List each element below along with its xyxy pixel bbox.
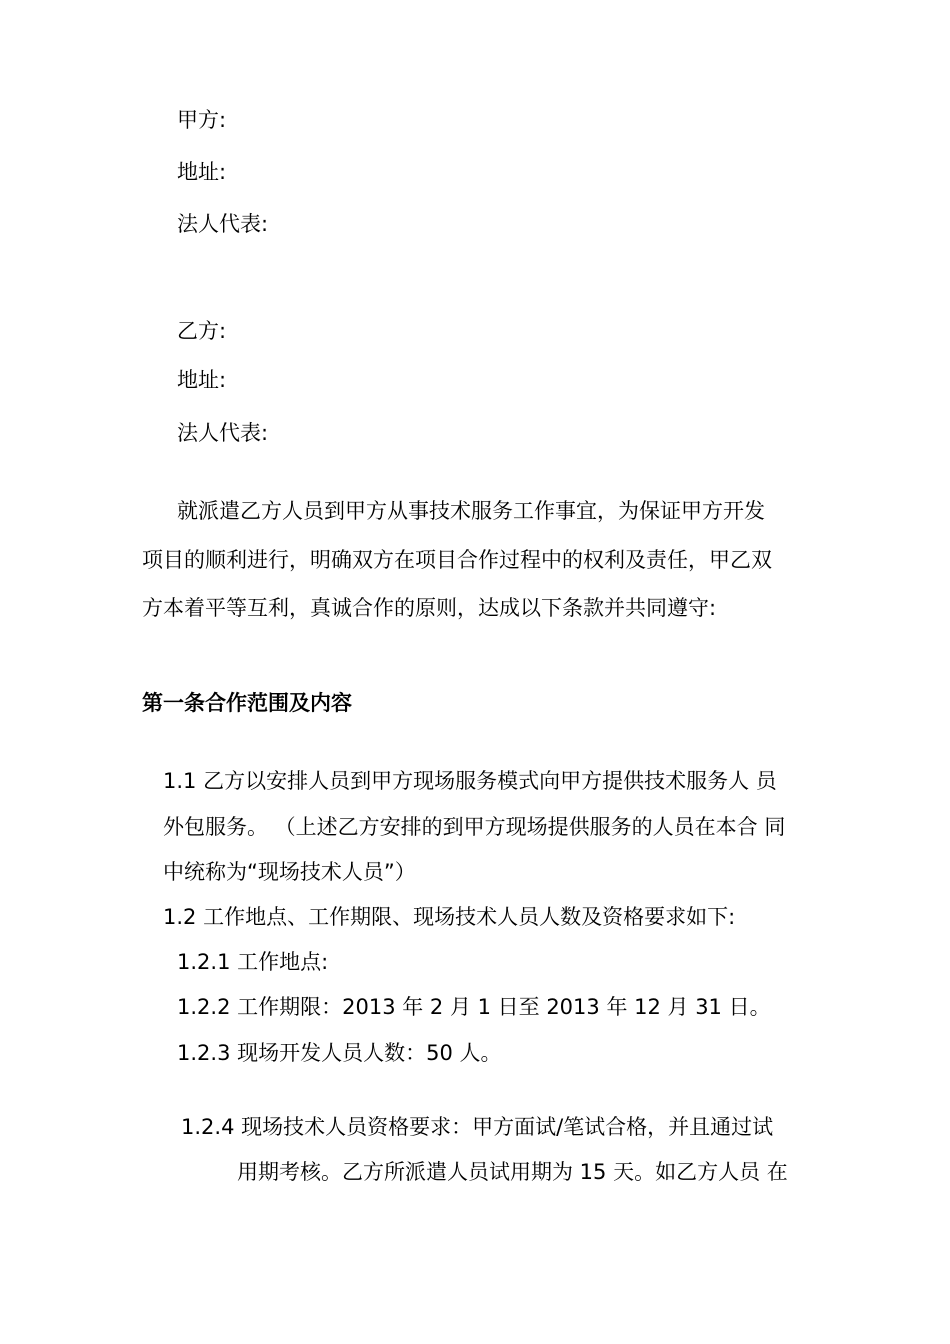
party-b-address-label: 地址: [177,368,227,392]
preamble-line-3: 方本着平等互利，真诚合作的原则，达成以下条款并共同遵守: [142,596,717,620]
party-b-label: 乙方: [177,319,227,343]
clause-1-2-3: 1.2.3 现场开发人员人数：50 人。 [177,1041,502,1065]
party-b-legal-rep-label: 法人代表: [177,421,269,445]
clause-1-2-2: 1.2.2 工作期限：2013 年 2 月 1 日至 2013 年 12 月 31 日。 [177,995,771,1019]
article-1-heading: 第一条合作范围及内容 [142,691,352,715]
clause-1-2-4-line-1: 1.2.4 现场技术人员资格要求：甲方面试/笔试合格，并且通过试 [181,1115,774,1139]
preamble-line-1: 就派遣乙方人员到甲方从事技术服务工作事宜，为保证甲方开发 [177,499,765,523]
clause-1-2: 1.2 工作地点、工作期限、现场技术人员人数及资格要求如下: [163,905,736,929]
clause-1-2-4-line-2: 用期考核。乙方所派遣人员试用期为 15 天。如乙方人员 在 [237,1160,788,1184]
clause-1-2-1: 1.2.1 工作地点: [177,950,329,974]
clause-1-1-line-1: 1.1 乙方以安排人员到甲方现场服务模式向甲方提供技术服务人 员 [163,769,777,793]
party-a-label: 甲方: [177,108,227,132]
preamble-line-2: 项目的顺利进行，明确双方在项目合作过程中的权利及责任，甲乙双 [142,548,772,572]
party-a-address-label: 地址: [177,160,227,184]
clause-1-1-line-3: 中统称为“现场技术人员”） [163,860,416,884]
clause-1-1-line-2: 外包服务。 （上述乙方安排的到甲方现场提供服务的人员在本合 同 [163,815,786,839]
party-a-legal-rep-label: 法人代表: [177,212,269,236]
